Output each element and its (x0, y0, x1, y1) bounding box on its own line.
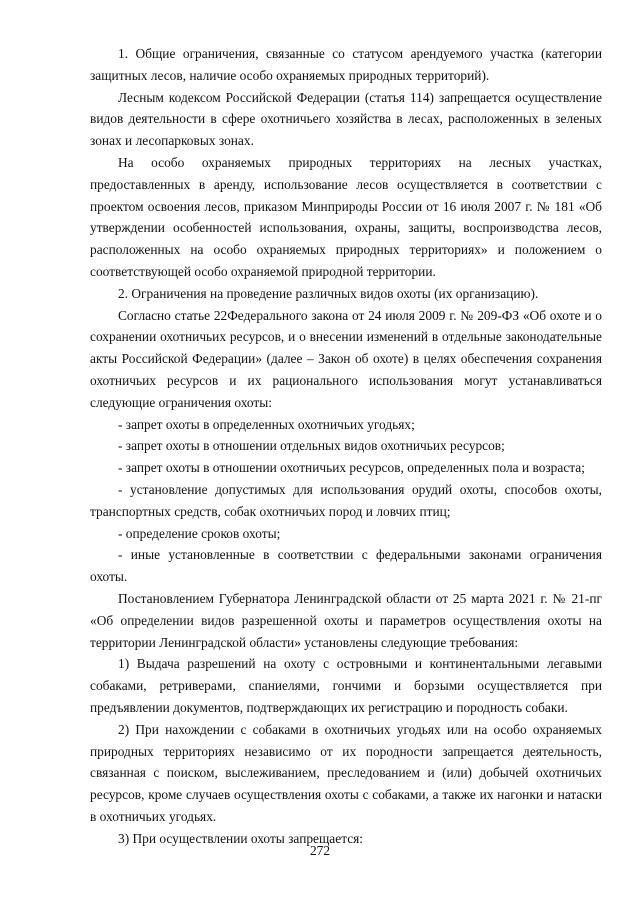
list-item: - запрет охоты в отношении отдельных видов охотничьих ресурсов; (118, 438, 505, 454)
paragraph-protected-territories: На особо охраняемых природных территориях на лесных участках, предоставленных в аренду, использование лесов осуществляется в соответствии с проектом освоения лесов, приказом Минприроды России от 16 июля 2007 г. № 181 «Об утверждении особенностей использования, охраны, защиты, воспроизводства лесов, расположенных на особо охраняемых природных территориях» и положением о соответствующей особо охраняемой природной территории. (90, 154, 602, 279)
document-body (90, 43, 602, 849)
list-item: - определение сроков охоты; (118, 525, 281, 541)
paragraph-hunting-law: Согласно статье 22Федерального закона от 24 июля 2009 г. № 209-ФЗ «Об охоте и о сохранении охотничьих ресурсов, и о внесении изменений в отдельные законодательные акты Российской Федерации» (далее – Закон об охоте) в целях обеспечения сохранения охотничьих ресурсов и их рационального использования могут устанавливаться следующие ограничения охоты: (90, 307, 602, 410)
paragraph-hunting-restrictions-heading: 2. Ограничения на проведение различных видов охоты (их организацию). (118, 285, 539, 301)
paragraph-forest-code: Лесным кодексом Российской Федерации (статья 114) запрещается осуществление видов деятельности в сфере охотничьего хозяйства в лесах, расположенных в зеленых зонах и лесопарковых зонах. (90, 89, 602, 149)
paragraph-requirement-2: 2) При нахождении с собаками в охотничьих угодьях или на особо охраняемых природных территориях независимо от их породности запрещается деятельность, связанная с поиском, выслеживанием, преследованием и (или) добычей охотничьих ресурсов, кроме случаев осуществления охоты с собаками, а также их нагонки и натаски в охотничьих угодьях. (90, 721, 602, 824)
paragraph-requirement-3: 3) При осуществлении охоты запрещается: (118, 830, 364, 846)
paragraph-governor-decree: Постановлением Губернатора Ленинградской области от 25 марта 2021 г. № 21-пг «Об определении видов разрешенной охоты и параметров осуществления охоты на территории Ленинградской области» установлены следующие требования: (90, 590, 602, 650)
list-item: - запрет охоты в отношении охотничьих ресурсов, определенных пола и возраста; (118, 460, 585, 476)
paragraph-general-restrictions: 1. Общие ограничения, связанные со статусом арендуемого участка (категории защитных лесов, наличие особо охраняемых природных территорий). (90, 46, 602, 83)
page-number: 272 (309, 843, 331, 858)
paragraph-requirement-1: 1) Выдача разрешений на охоту с островными и континентальными легавыми собаками, ретриверами, спаниелями, гончими и борзыми осуществляется при предъявлении документов, подтверждающих их регистрацию и породность собаки. (90, 656, 602, 715)
list-item: - запрет охоты в определенных охотничьих угодьях; (118, 416, 415, 432)
list-item: - установление допустимых для использования орудий охоты, способов охоты, транспортных средств, собак охотничьих пород и ловчих птиц; (90, 481, 602, 519)
list-item: - иные установленные в соответствии с федеральными законами ограничения охоты. (90, 547, 602, 585)
